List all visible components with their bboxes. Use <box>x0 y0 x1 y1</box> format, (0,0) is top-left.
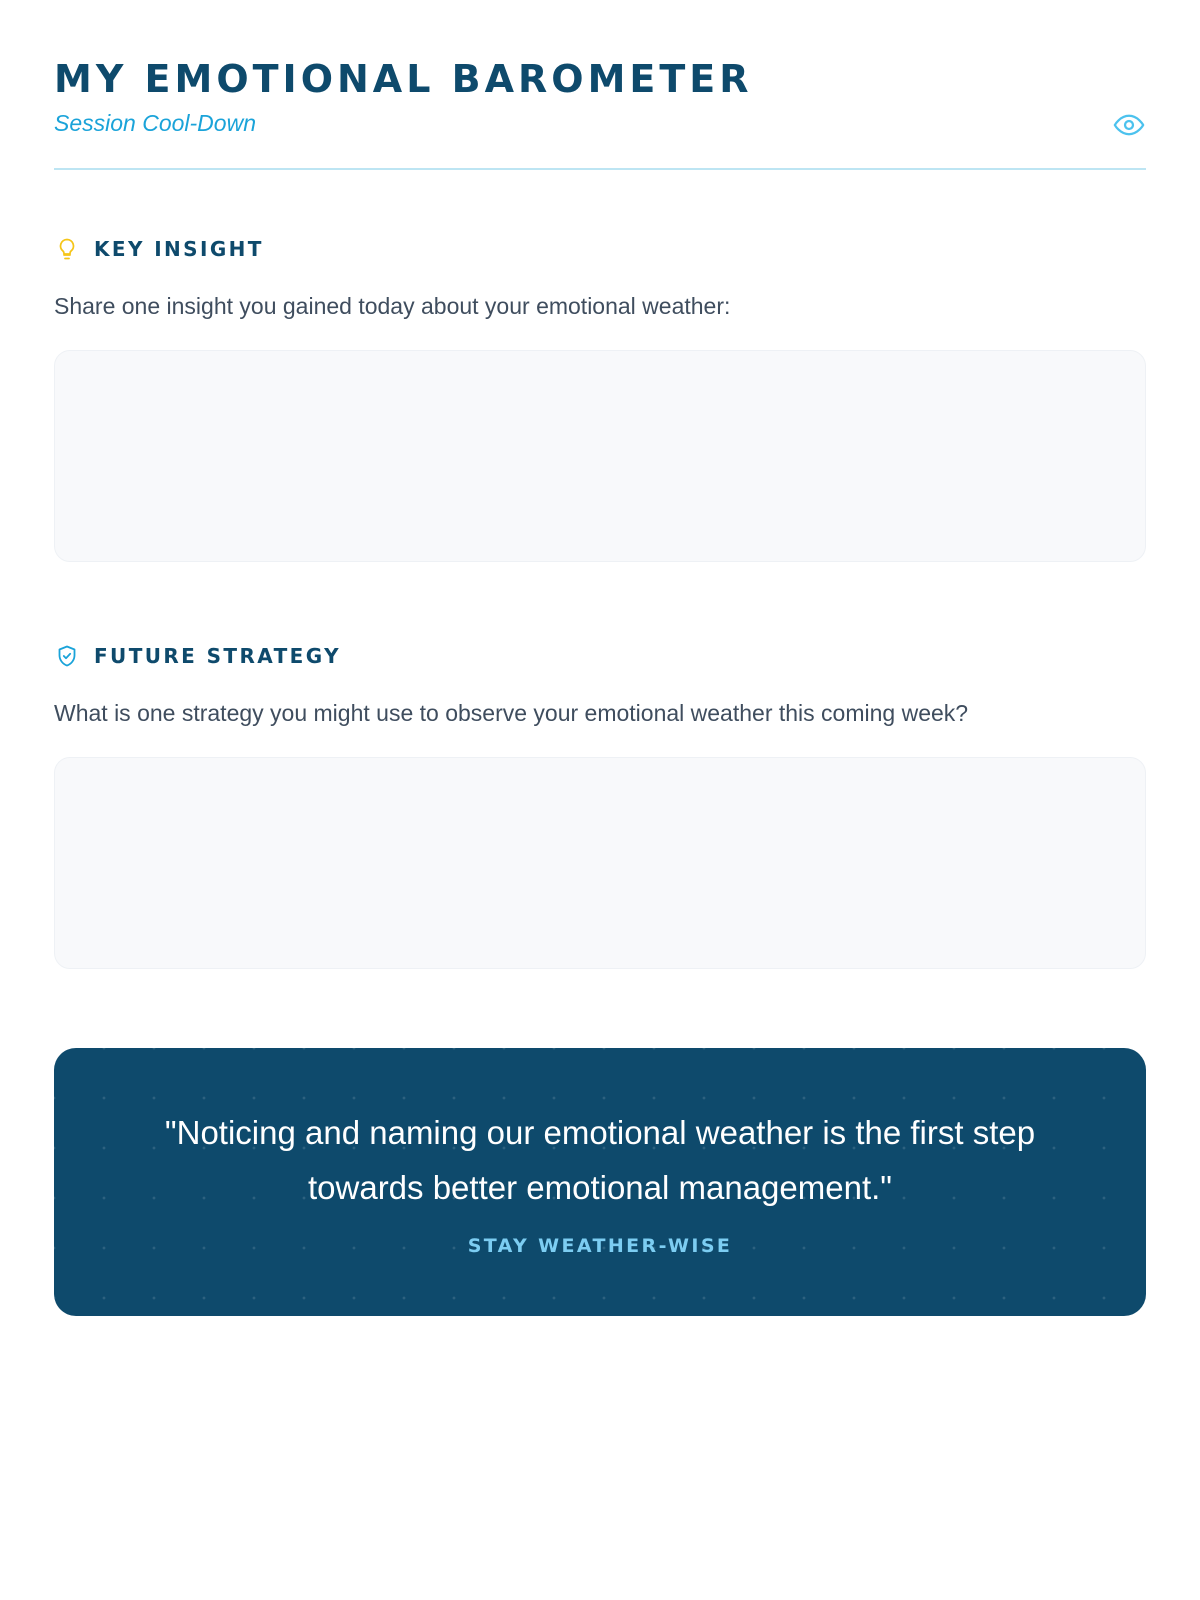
key-insight-section <box>54 234 1146 567</box>
section-prompt: Share one insight you gained today about your emotional weather: <box>54 293 731 319</box>
lightbulb-icon <box>54 236 80 262</box>
page-title: MY EMOTIONAL BAROMETER <box>54 57 753 101</box>
view-toggle-button[interactable] <box>1112 108 1146 142</box>
quote-card <box>54 1048 1146 1316</box>
quote-tagline: STAY WEATHER-WISE <box>467 1235 733 1257</box>
eye-icon <box>1112 108 1146 142</box>
shield-check-icon <box>54 643 80 669</box>
section-prompt: What is one strategy you might use to observe your emotional weather this coming week? <box>54 700 969 726</box>
future-strategy-input[interactable] <box>54 757 1146 969</box>
page-header <box>54 0 1146 170</box>
key-insight-input[interactable] <box>54 350 1146 562</box>
future-strategy-section <box>54 641 1146 974</box>
section-header <box>54 641 1146 671</box>
section-header <box>54 234 1146 264</box>
page-subtitle: Session Cool-Down <box>54 110 256 136</box>
quote-text: "Noticing and naming our emotional weather is the first step towards better emotional management." <box>164 1114 1036 1206</box>
section-title: FUTURE STRATEGY <box>94 644 341 668</box>
section-title: KEY INSIGHT <box>94 237 264 261</box>
